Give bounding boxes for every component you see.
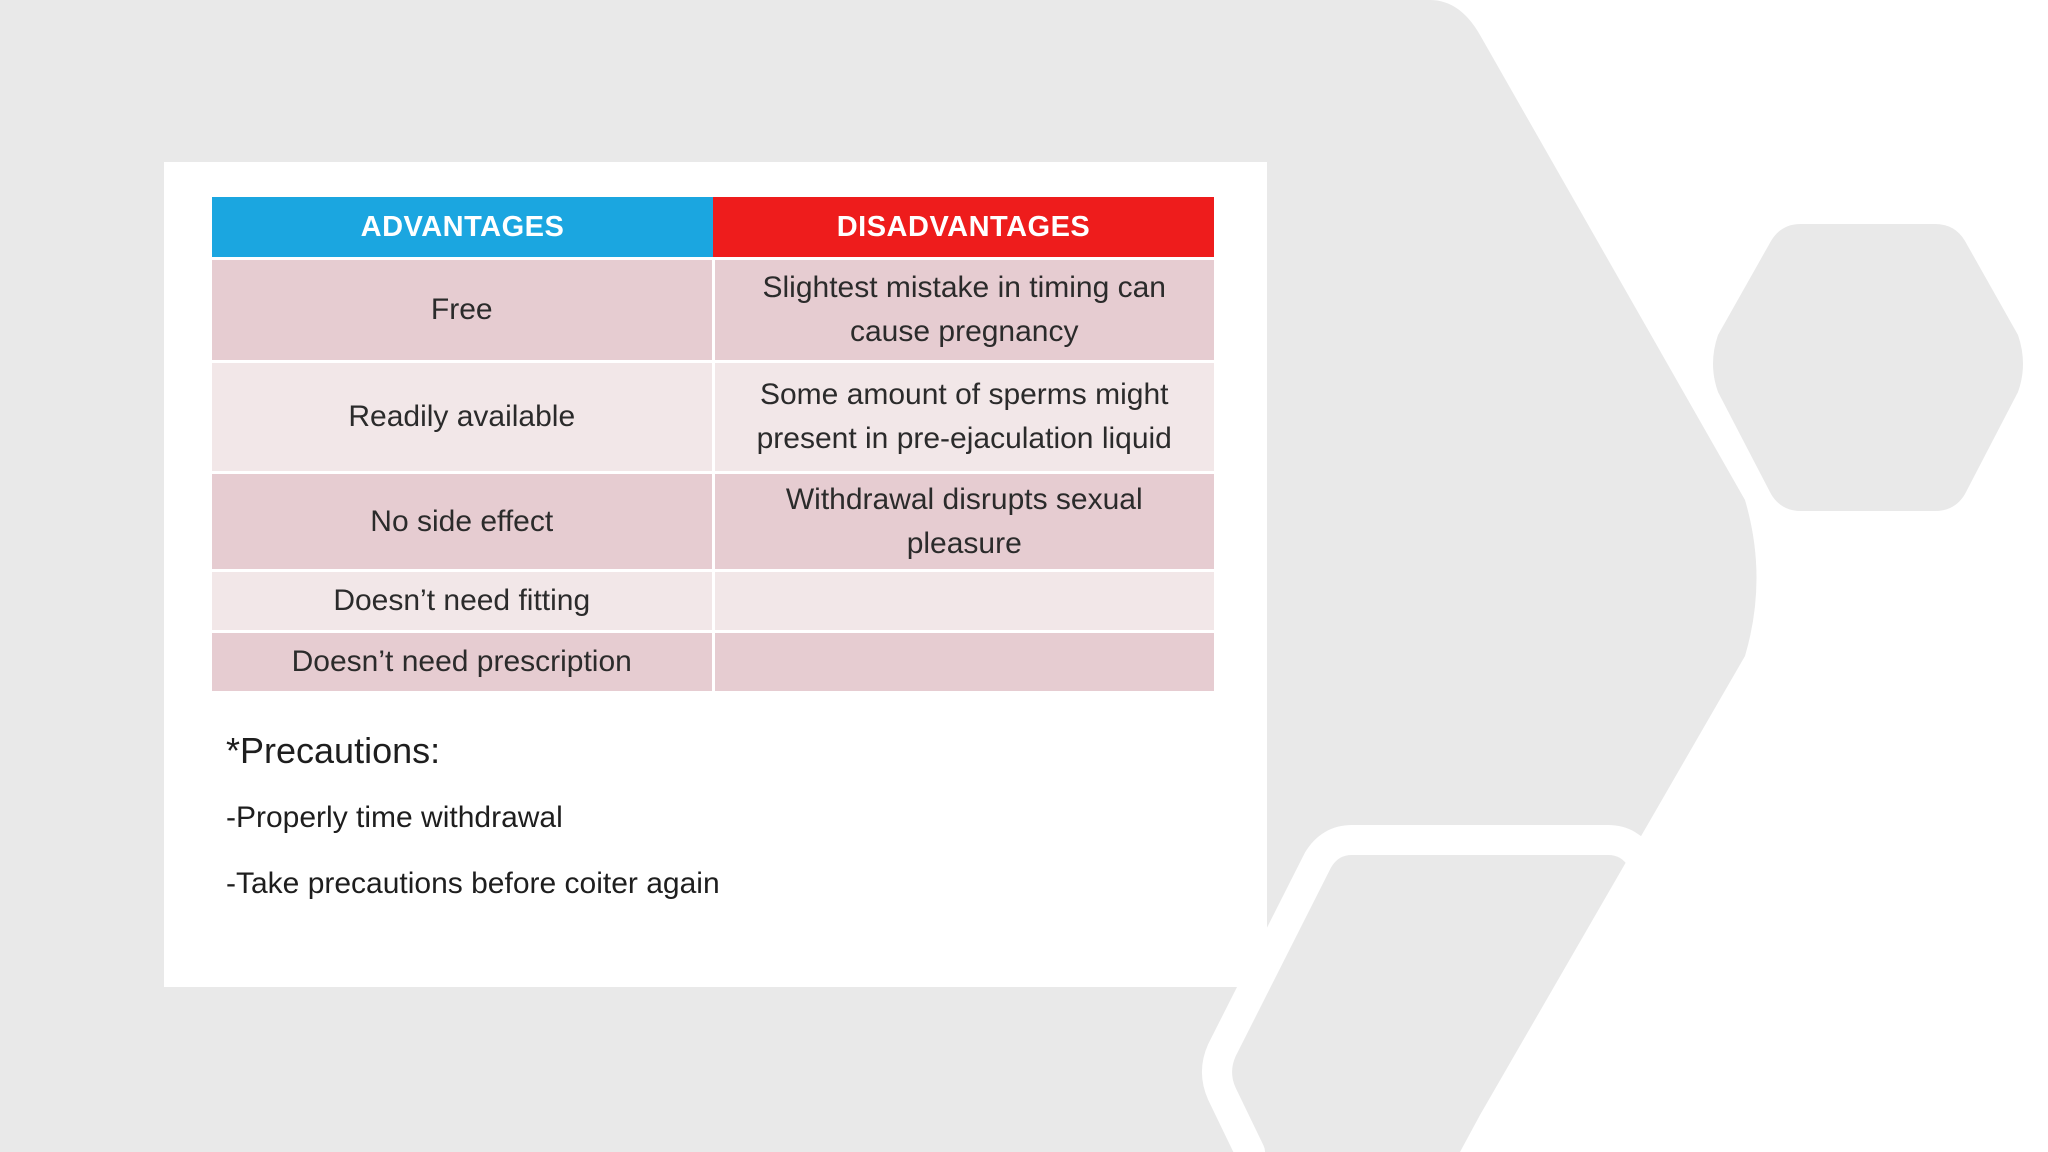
precautions-list (226, 798, 720, 930)
content-card (164, 162, 1267, 987)
advantages-header: ADVANTAGES (212, 197, 713, 259)
small-hexagon-right (1713, 224, 2023, 511)
advantage-cell: Free (212, 259, 713, 362)
precaution-item: -Take precautions before coiter again (226, 867, 720, 900)
advantage-cell: Doesn’t need fitting (212, 571, 713, 632)
precautions-title: *Precautions: (226, 730, 441, 771)
advantage-cell: No side effect (212, 473, 713, 571)
disadvantage-cell: Slightest mistake in timing can cause pregnancy (713, 259, 1214, 362)
advantages-disadvantages-table (212, 197, 1214, 691)
table-row (212, 571, 1214, 632)
advantage-cell: Doesn’t need prescription (212, 632, 713, 692)
disadvantage-cell: Some amount of sperms might present in pre-ejaculation liquid (713, 362, 1214, 473)
table-row (212, 259, 1214, 362)
disadvantage-cell (713, 571, 1214, 632)
disadvantage-cell (713, 632, 1214, 692)
disadvantages-header: DISADVANTAGES (713, 197, 1214, 259)
advantage-cell: Readily available (212, 362, 713, 473)
table-header-row (212, 197, 1214, 259)
table-row (212, 632, 1214, 692)
table-row (212, 362, 1214, 473)
table-row (212, 473, 1214, 571)
disadvantage-cell: Withdrawal disrupts sexual pleasure (713, 473, 1214, 571)
precaution-item: -Properly time withdrawal (226, 801, 563, 834)
